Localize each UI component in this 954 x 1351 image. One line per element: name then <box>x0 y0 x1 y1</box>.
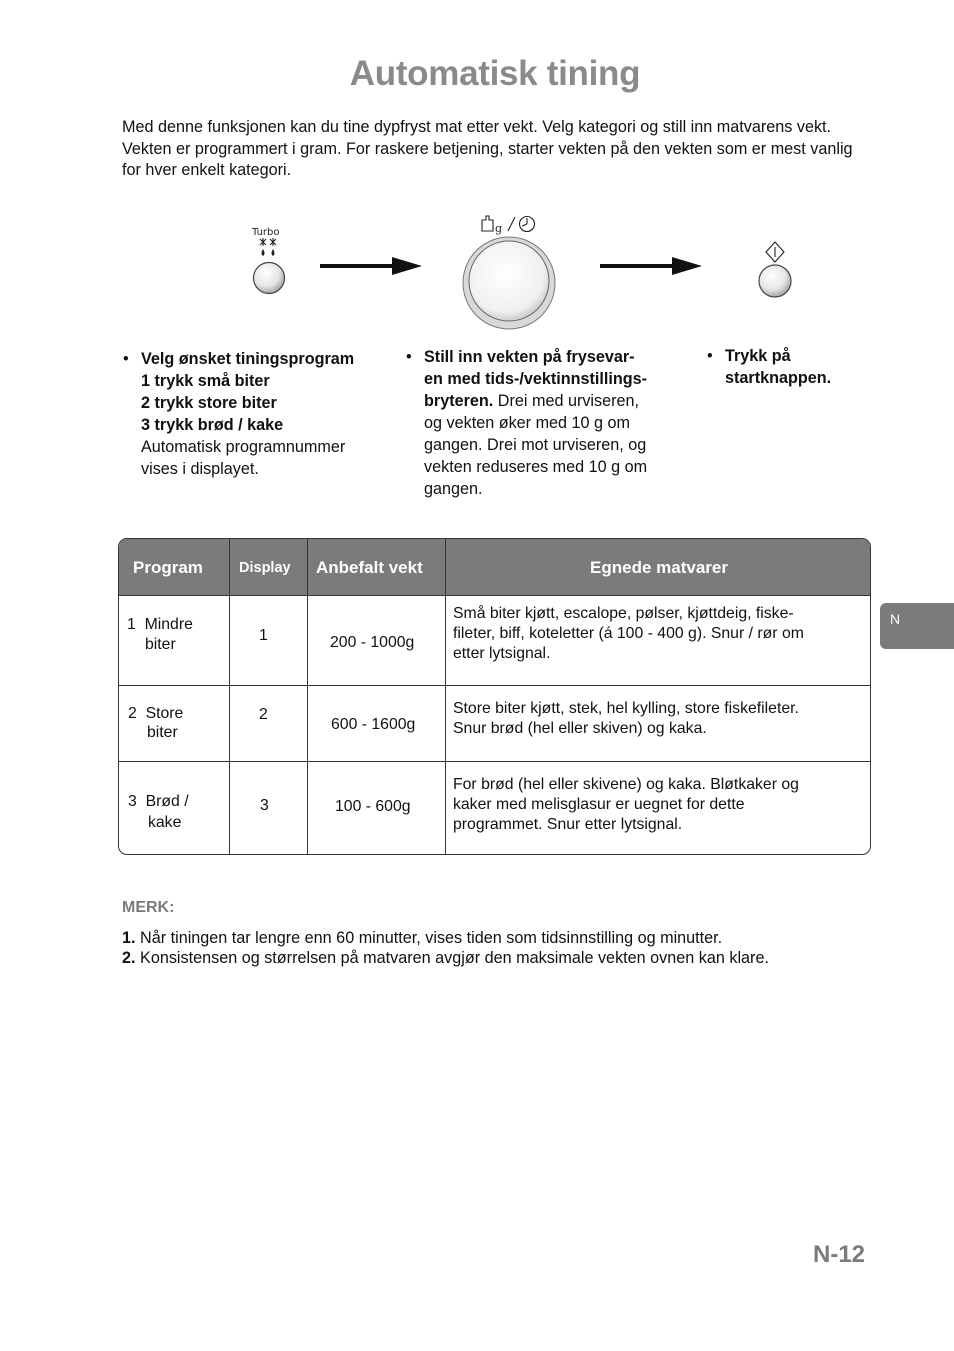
display-cell: 3 <box>260 797 269 814</box>
header-program: Program <box>133 557 203 577</box>
note-2: 2. Konsistensen og størrelsen på matvaren avgjør den maksimale vekten ovnen kan klare. <box>122 949 769 967</box>
program-cell: 1 Mindre <box>127 616 193 633</box>
clock-icon <box>520 217 535 232</box>
weight-cell: 100 - 600g <box>335 798 411 815</box>
weight-icon <box>482 216 493 231</box>
header-display: Display <box>239 559 291 576</box>
display-cell: 2 <box>259 706 268 723</box>
food-cell: Store biter kjøtt, stek, hel kylling, store fiskefileter. Snur brød (hel eller skiven) og kaka. <box>453 700 799 737</box>
start-button[interactable] <box>759 242 791 297</box>
program-cell: 2 Store <box>128 705 184 722</box>
header-weight: Anbefalt vekt <box>316 557 423 577</box>
step-2-text: • Still inn vekten på frysevar- en med tids-/vektinnstillings- bryteren. Drei med urviseren, og vekten øker med 10 g om gangen. Drei mot urviseren, og vekten reduseres med 10 g om gangen. <box>406 348 648 498</box>
step-1-text: • Velg ønsket tiningsprogram 1 trykk små biter 2 trykk store biter 3 trykk brød / kake Automatisk programnummer vises i displayet. <box>123 350 355 478</box>
food-cell: For brød (hel eller skivene) og kaka. Bløtkaker og kaker med melisglasur er uegnet for dette programmet. Snur etter lytsignal. <box>453 776 799 833</box>
program-table: Program Display Anbefalt vekt Egnede matvarer 1 Mindre biter 1 200 - 1000g Små biter kjøtt, escalope, pølser, kjøttdeig, fiske- fileter, biff, koteletter (á 100 - 400 g). Snur / rør om etter lytsignal. 2 Store biter 2 600 - 1600g Store biter kjøtt, stek, hel kylling, store fiskefileter. Snur brød (hel eller skiven) og kaka. 3 Brød / kake 3 100 - 600g For brød (hel eller skivene) og kaka. Bløtkaker og kaker med melisglasur er uegnet for dette programmet. Snur etter lytsignal. <box>118 538 871 855</box>
language-tab: N <box>880 603 954 649</box>
header-food: Egnede matvarer <box>590 557 728 577</box>
water-drop-icon <box>262 249 275 256</box>
arrow-right-icon <box>600 257 702 275</box>
notes-label: MERK: <box>122 899 175 916</box>
weight-cell: 600 - 1600g <box>331 716 416 733</box>
page-number: N-12 <box>813 1241 866 1268</box>
display-cell: 1 <box>259 627 268 644</box>
time-weight-dial[interactable] <box>463 216 555 329</box>
arrow-right-icon <box>320 257 422 275</box>
turbo-label: Turbo <box>252 227 280 238</box>
start-icon <box>766 242 784 262</box>
svg-text:g: g <box>495 222 503 235</box>
note-1: 1. Når tiningen tar lengre enn 60 minutter, vises tiden som tidsinnstilling og minutter. <box>122 929 723 947</box>
program-cell: 3 Brød / <box>128 793 189 810</box>
snowflake-icon <box>260 238 276 246</box>
control-diagram <box>0 205 954 335</box>
food-cell: Små biter kjøtt, escalope, pølser, kjøttdeig, fiske- fileter, biff, koteletter (á 100 - 400 g). Snur / rør om etter lytsignal. <box>453 605 804 662</box>
intro-paragraph: Med denne funksjonen kan du tine dypfryst mat etter vekt. Velg kategori og still inn matvarens vekt. Vekten er programmert i gram. For raskere betjening, starter vekten på den vekten som er mest vanlig for hver enkelt kategori. <box>122 118 853 179</box>
step-3-text: • Trykk på startknappen. <box>707 347 832 387</box>
turbo-defrost-button[interactable] <box>251 227 285 294</box>
page-title: Automatisk tining <box>349 54 641 93</box>
table-header <box>119 539 870 596</box>
weight-cell: 200 - 1000g <box>330 634 415 651</box>
